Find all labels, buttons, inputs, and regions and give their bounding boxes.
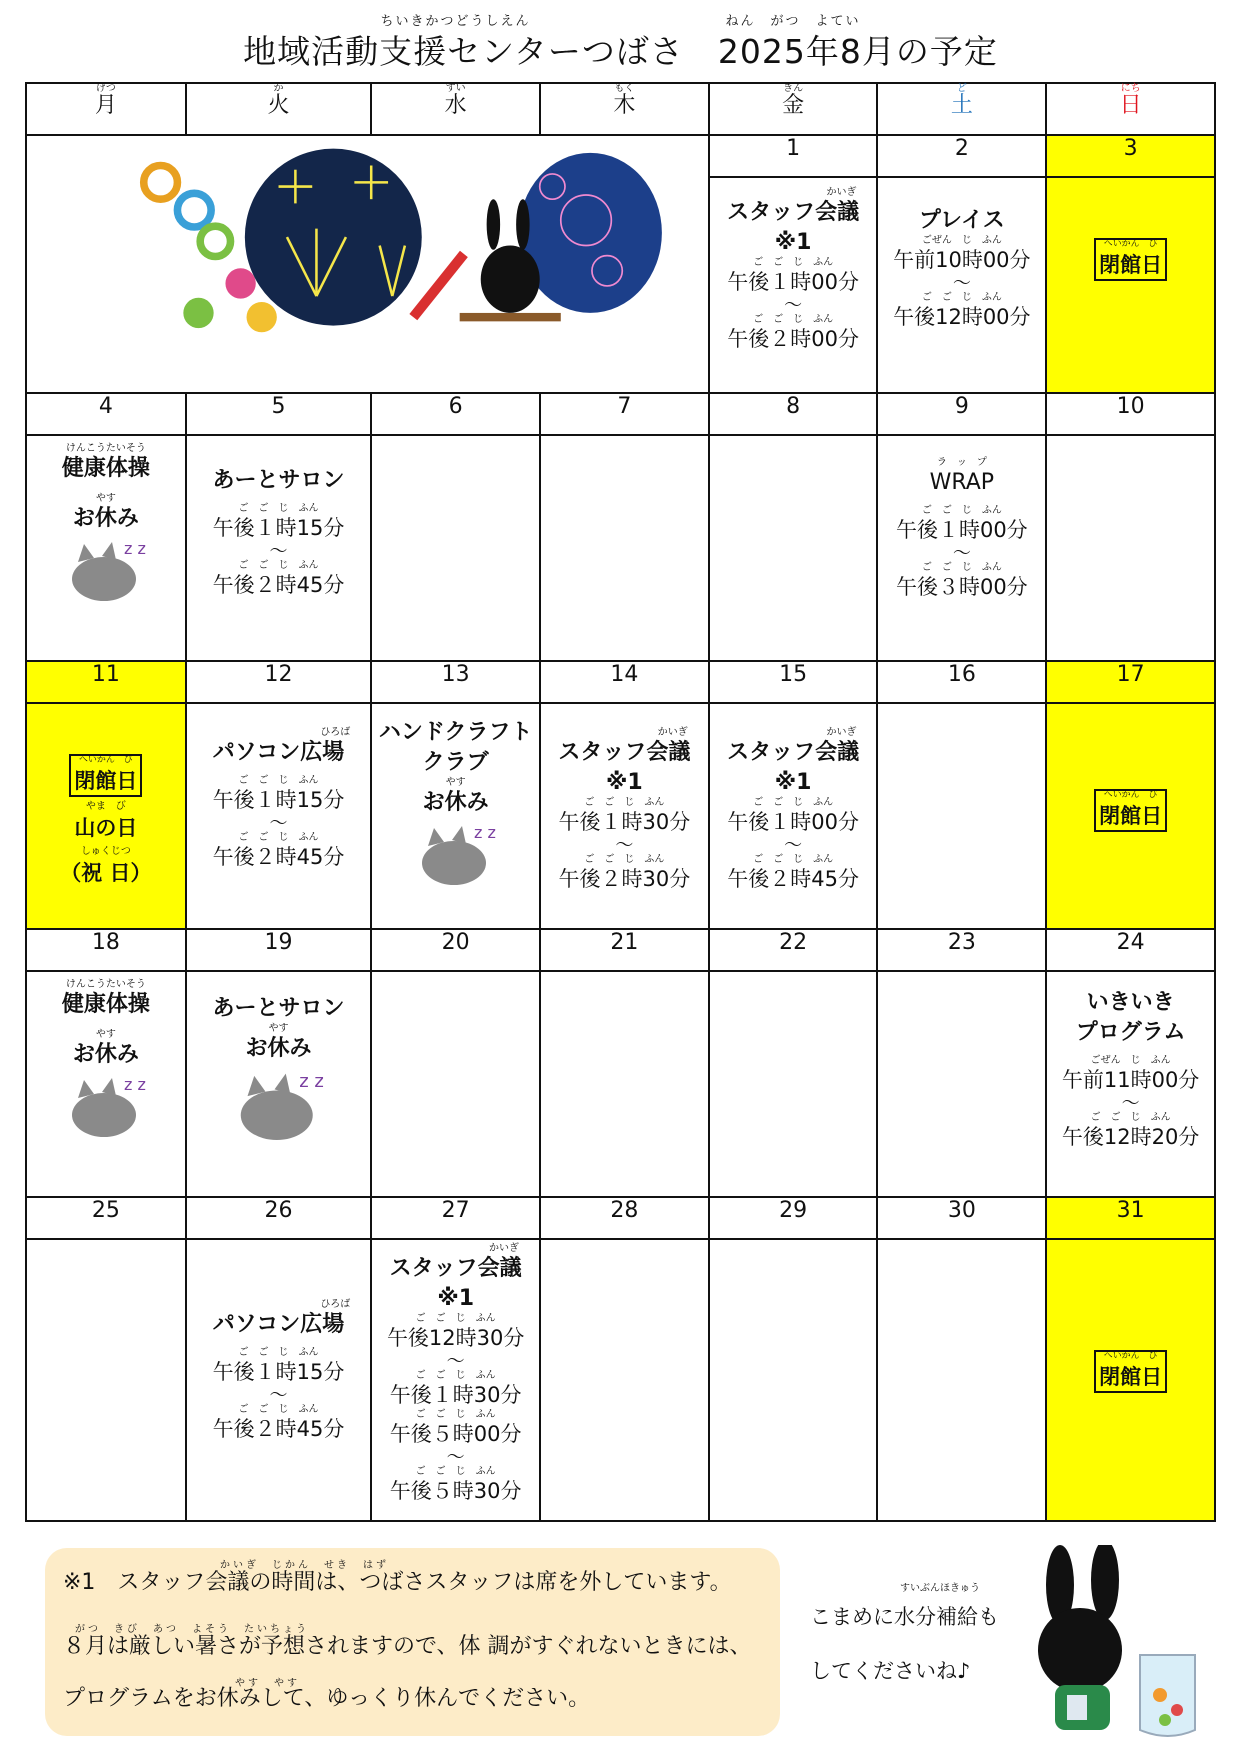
week3-number-row xyxy=(26,661,1215,703)
week3-body-row xyxy=(26,703,1215,929)
day-28-number: 28 xyxy=(540,1197,709,1239)
day-15-number: 15 xyxy=(709,661,878,703)
week2-body-row xyxy=(26,435,1215,661)
day-5-number: 5 xyxy=(186,393,372,435)
day-12-event: ひろば パソコン広場 ご ご じ ふん 午後１時15分 〜 ご ご じ ふん 午後２時45分 xyxy=(186,703,372,929)
day-10-event xyxy=(1046,435,1215,661)
day-9-event: ラ ッ プ WRAP ご ご じ ふん 午後１時00分 〜 ご ご じ ふん 午後３時00分 xyxy=(877,435,1046,661)
day-13-event: ハンドクラフト クラブ やす お休み z z xyxy=(371,703,540,929)
day-29-event xyxy=(709,1239,878,1521)
day-8-number: 8 xyxy=(709,393,878,435)
closed-label: へいかん び 閉館日 xyxy=(1094,238,1167,281)
svg-text:z z: z z xyxy=(123,1075,146,1094)
week2-number-row xyxy=(26,393,1215,435)
day-22-number: 22 xyxy=(709,929,878,971)
closed-label: へいかん び 閉館日 xyxy=(1094,789,1167,832)
day-29-number: 29 xyxy=(709,1197,878,1239)
weekday-sun: にち 日 xyxy=(1046,83,1215,135)
day-12-number: 12 xyxy=(186,661,372,703)
svg-text:z z: z z xyxy=(473,823,496,842)
weekday-tue: か 火 xyxy=(186,83,372,135)
day-25-number: 25 xyxy=(26,1197,186,1239)
note-ruby-2: がつ きび あつ よそう たいちょう xyxy=(75,1624,309,1635)
day-21-number: 21 xyxy=(540,929,709,971)
day-4-number: 4 xyxy=(26,393,186,435)
day-10-number: 10 xyxy=(1046,393,1215,435)
hydration-line-1: こまめに水分補給も xyxy=(810,1605,999,1629)
sleeping-cat-icon xyxy=(416,818,496,888)
day-30-event xyxy=(877,1239,1046,1521)
day-3-closed xyxy=(1046,177,1215,393)
day-31-number: 31 xyxy=(1046,1197,1215,1239)
weekday-wed: すい 水 xyxy=(371,83,540,135)
svg-text:z z: z z xyxy=(123,539,146,558)
day-22-event xyxy=(709,971,878,1197)
day-7-number: 7 xyxy=(540,393,709,435)
week4-number-row xyxy=(26,929,1215,971)
day-19-event: あーとサロン やす お休み z z xyxy=(186,971,372,1197)
weekday-fri: きん 金 xyxy=(709,83,878,135)
day-14-number: 14 xyxy=(540,661,709,703)
day-24-event: いきいき プログラム ごぜん じ ふん 午前11時00分 〜 ご ご じ ふん 午後12時20分 xyxy=(1046,971,1215,1197)
weekday-sat: ど 土 xyxy=(877,83,1046,135)
week5-number-row xyxy=(26,1197,1215,1239)
day-11-closed: へいかん び 閉館日 やま び 山の日 しゅくじつ （祝 日） xyxy=(26,703,186,929)
day-25-event xyxy=(26,1239,186,1521)
closed-label: へいかん び 閉館日 xyxy=(1094,1350,1167,1393)
day-26-number: 26 xyxy=(186,1197,372,1239)
day-6-event xyxy=(371,435,540,661)
day-18-event: けんこうたいそう 健康体操 やす お休み z z xyxy=(26,971,186,1197)
day-11-number: 11 xyxy=(26,661,186,703)
weekday-thu: もく 木 xyxy=(540,83,709,135)
weekday-mon: げつ 月 xyxy=(26,83,186,135)
day-16-event xyxy=(877,703,1046,929)
week5-body-row xyxy=(26,1239,1215,1521)
note-line-3: プログラムをお休みして、ゆっくり休んでください。 xyxy=(63,1686,591,1711)
hydration-line-2: してくださいね♪ xyxy=(810,1659,971,1683)
closed-label: へいかん び 閉館日 xyxy=(69,754,142,797)
day-2-number: 2 xyxy=(877,135,1046,177)
day-23-event xyxy=(877,971,1046,1197)
page-title: 地域活動支援センターつばさ 2025年8月の予定 xyxy=(243,32,998,71)
day-14-event: かいぎ スタッフ会議 ※1 ご ご じ ふん 午後１時30分 〜 ご ご じ ふん 午後２時30分 xyxy=(540,703,709,929)
day-31-closed xyxy=(1046,1239,1215,1521)
day-24-number: 24 xyxy=(1046,929,1215,971)
day-7-event xyxy=(540,435,709,661)
day-20-number: 20 xyxy=(371,929,540,971)
day-6-number: 6 xyxy=(371,393,540,435)
week1-number-row xyxy=(26,135,1215,177)
day-5-event: あーとサロン ご ご じ ふん 午後１時15分 〜 ご ご じ ふん 午後２時45分 xyxy=(186,435,372,661)
day-1-event: かいぎ スタッフ会議 ※1 ご ご じ ふん 午後１時00分 〜 ご ご じ ふん 午後２時00分 xyxy=(709,177,878,393)
water-pitcher-icon xyxy=(1140,1655,1195,1736)
day-2-event: プレイス ごぜん じ ふん 午前10時00分 〜 ご ご じ ふん 午後12時00分 xyxy=(877,177,1046,393)
day-18-number: 18 xyxy=(26,929,186,971)
weekday-header-row xyxy=(26,83,1215,135)
note-ruby-3: やす やす xyxy=(235,1678,300,1689)
day-17-closed xyxy=(1046,703,1215,929)
day-27-number: 27 xyxy=(371,1197,540,1239)
day-3-number: 3 xyxy=(1046,135,1215,177)
sleeping-cat-icon xyxy=(234,1064,324,1144)
day-20-event xyxy=(371,971,540,1197)
day-16-number: 16 xyxy=(877,661,1046,703)
title-ruby: ちいきかつどうしえん ねん がつ よてい xyxy=(380,14,861,29)
day-1-number: 1 xyxy=(709,135,878,177)
bunny-character-icon xyxy=(1015,1545,1215,1745)
day-9-number: 9 xyxy=(877,393,1046,435)
day-30-number: 30 xyxy=(877,1197,1046,1239)
day-8-event xyxy=(709,435,878,661)
day-21-event xyxy=(540,971,709,1197)
day-28-event xyxy=(540,1239,709,1521)
note-line-2: ８月は厳しい暑さが予想されますので、体 調がすぐれないときには、 xyxy=(63,1634,752,1659)
fireworks-illustration xyxy=(26,135,709,393)
day-26-event: ひろば パソコン広場 ご ご じ ふん 午後１時15分 〜 ご ご じ ふん 午後２時45分 xyxy=(186,1239,372,1521)
svg-text:z z: z z xyxy=(298,1071,324,1093)
day-15-event: かいぎ スタッフ会議 ※1 ご ご じ ふん 午後１時00分 〜 ご ご じ ふん 午後２時45分 xyxy=(709,703,878,929)
day-27-event: かいぎ スタッフ会議 ※1 ご ご じ ふん 午後12時30分 〜 ご ご じ ふん 午後１時30分 ご ご じ ふん 午後５時00分 〜 ご ご じ ふん 午後５時30分 xyxy=(371,1239,540,1521)
day-4-event: けんこうたいそう 健康体操 やす お休み z z xyxy=(26,435,186,661)
sleeping-cat-icon xyxy=(66,534,146,604)
day-23-number: 23 xyxy=(877,929,1046,971)
day-13-number: 13 xyxy=(371,661,540,703)
sleeping-cat-icon xyxy=(66,1070,146,1140)
hydration-ruby: すいぶんほきゅう xyxy=(900,1583,980,1594)
page-header xyxy=(0,10,1241,73)
notes-box xyxy=(45,1548,780,1736)
day-19-number: 19 xyxy=(186,929,372,971)
day-17-number: 17 xyxy=(1046,661,1215,703)
note-ruby-1: かいぎ じかん せき はず xyxy=(220,1560,389,1571)
week4-body-row xyxy=(26,971,1215,1197)
note-line-1: ※1 スタッフ会議の時間は、つばさスタッフは席を外しています。 xyxy=(63,1570,732,1595)
calendar-table xyxy=(25,82,1216,1522)
hydration-note xyxy=(810,1583,999,1698)
